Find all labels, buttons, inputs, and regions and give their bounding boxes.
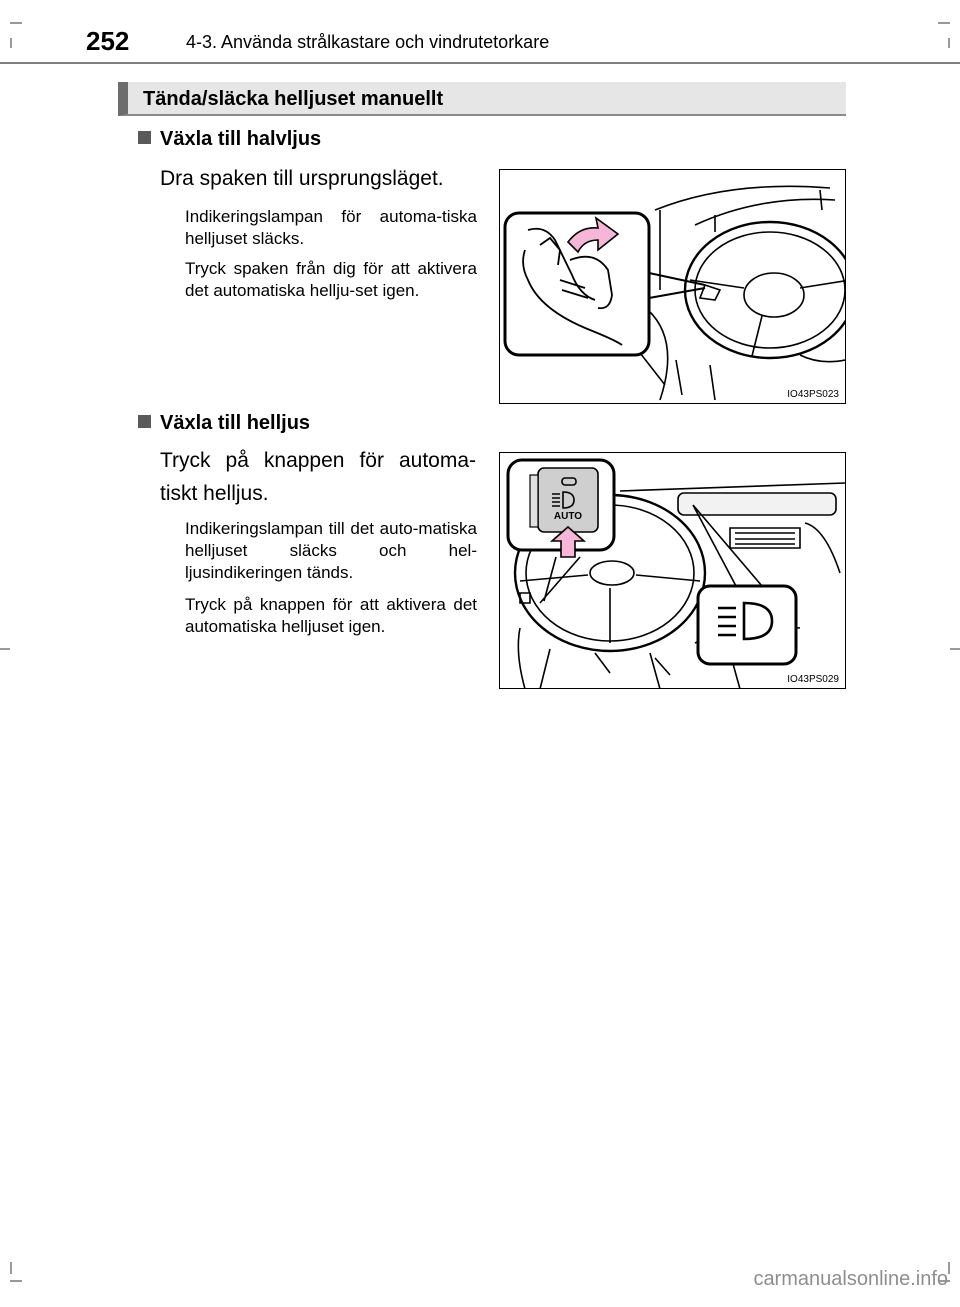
low-beam-heading xyxy=(138,128,321,151)
lever-pull-illustration xyxy=(500,170,846,404)
crop-mark-bottom-left xyxy=(10,1262,12,1274)
page-number: 252 xyxy=(86,26,130,56)
auto-button-illustration xyxy=(500,453,846,689)
figure-auto-button xyxy=(499,452,846,689)
high-beam-step: Tryck på knappen för automa-tiskt helljus. xyxy=(160,449,476,505)
section-header-bar xyxy=(118,82,846,116)
figure-code: IO43PS023 xyxy=(787,389,839,400)
auto-button-label: AUTO xyxy=(553,511,583,522)
high-beam-note-2: Tryck på knappen för att aktivera det automatiska helljuset igen. xyxy=(185,595,477,636)
watermark: carmanualsonline.info xyxy=(753,1268,948,1290)
crop-mark-mid-right xyxy=(950,648,960,650)
header-rule xyxy=(0,62,960,64)
high-beam-note-1: Indikeringslampan till det auto-matiska helljuset släcks och hel-ljusindikeringen tänds. xyxy=(185,519,477,582)
low-beam-note-1: Indikeringslampan för automa-tiska helljuset släcks. xyxy=(185,207,477,248)
crop-mark-mid-left xyxy=(0,648,10,650)
crop-mark-top-left xyxy=(10,22,22,24)
low-beam-step: Dra spaken till ursprungsläget. xyxy=(160,167,444,190)
bullet-square-icon xyxy=(138,131,151,144)
section-title: Tända/släcka helljuset manuellt xyxy=(143,88,444,110)
high-beam-heading xyxy=(138,412,310,435)
crop-mark-top-right xyxy=(938,22,950,24)
low-beam-note-2: Tryck spaken från dig för att aktivera det automatiska hellju-set igen. xyxy=(185,259,477,300)
crop-mark-bottom-left-h xyxy=(10,1280,22,1282)
figure-code: IO43PS029 xyxy=(787,674,839,685)
crop-mark-top-right-v xyxy=(948,38,950,48)
high-beam-heading-text: Växla till helljus xyxy=(160,412,311,434)
low-beam-heading-text: Växla till halvljus xyxy=(160,128,322,150)
figure-lever-pull xyxy=(499,169,846,404)
chapter-title: 4-3. Använda strålkastare och vindrutetorkare xyxy=(186,32,550,52)
bullet-square-icon xyxy=(138,415,151,428)
crop-mark-bottom-right xyxy=(948,1262,950,1274)
crop-mark-top-left-v xyxy=(10,38,12,48)
